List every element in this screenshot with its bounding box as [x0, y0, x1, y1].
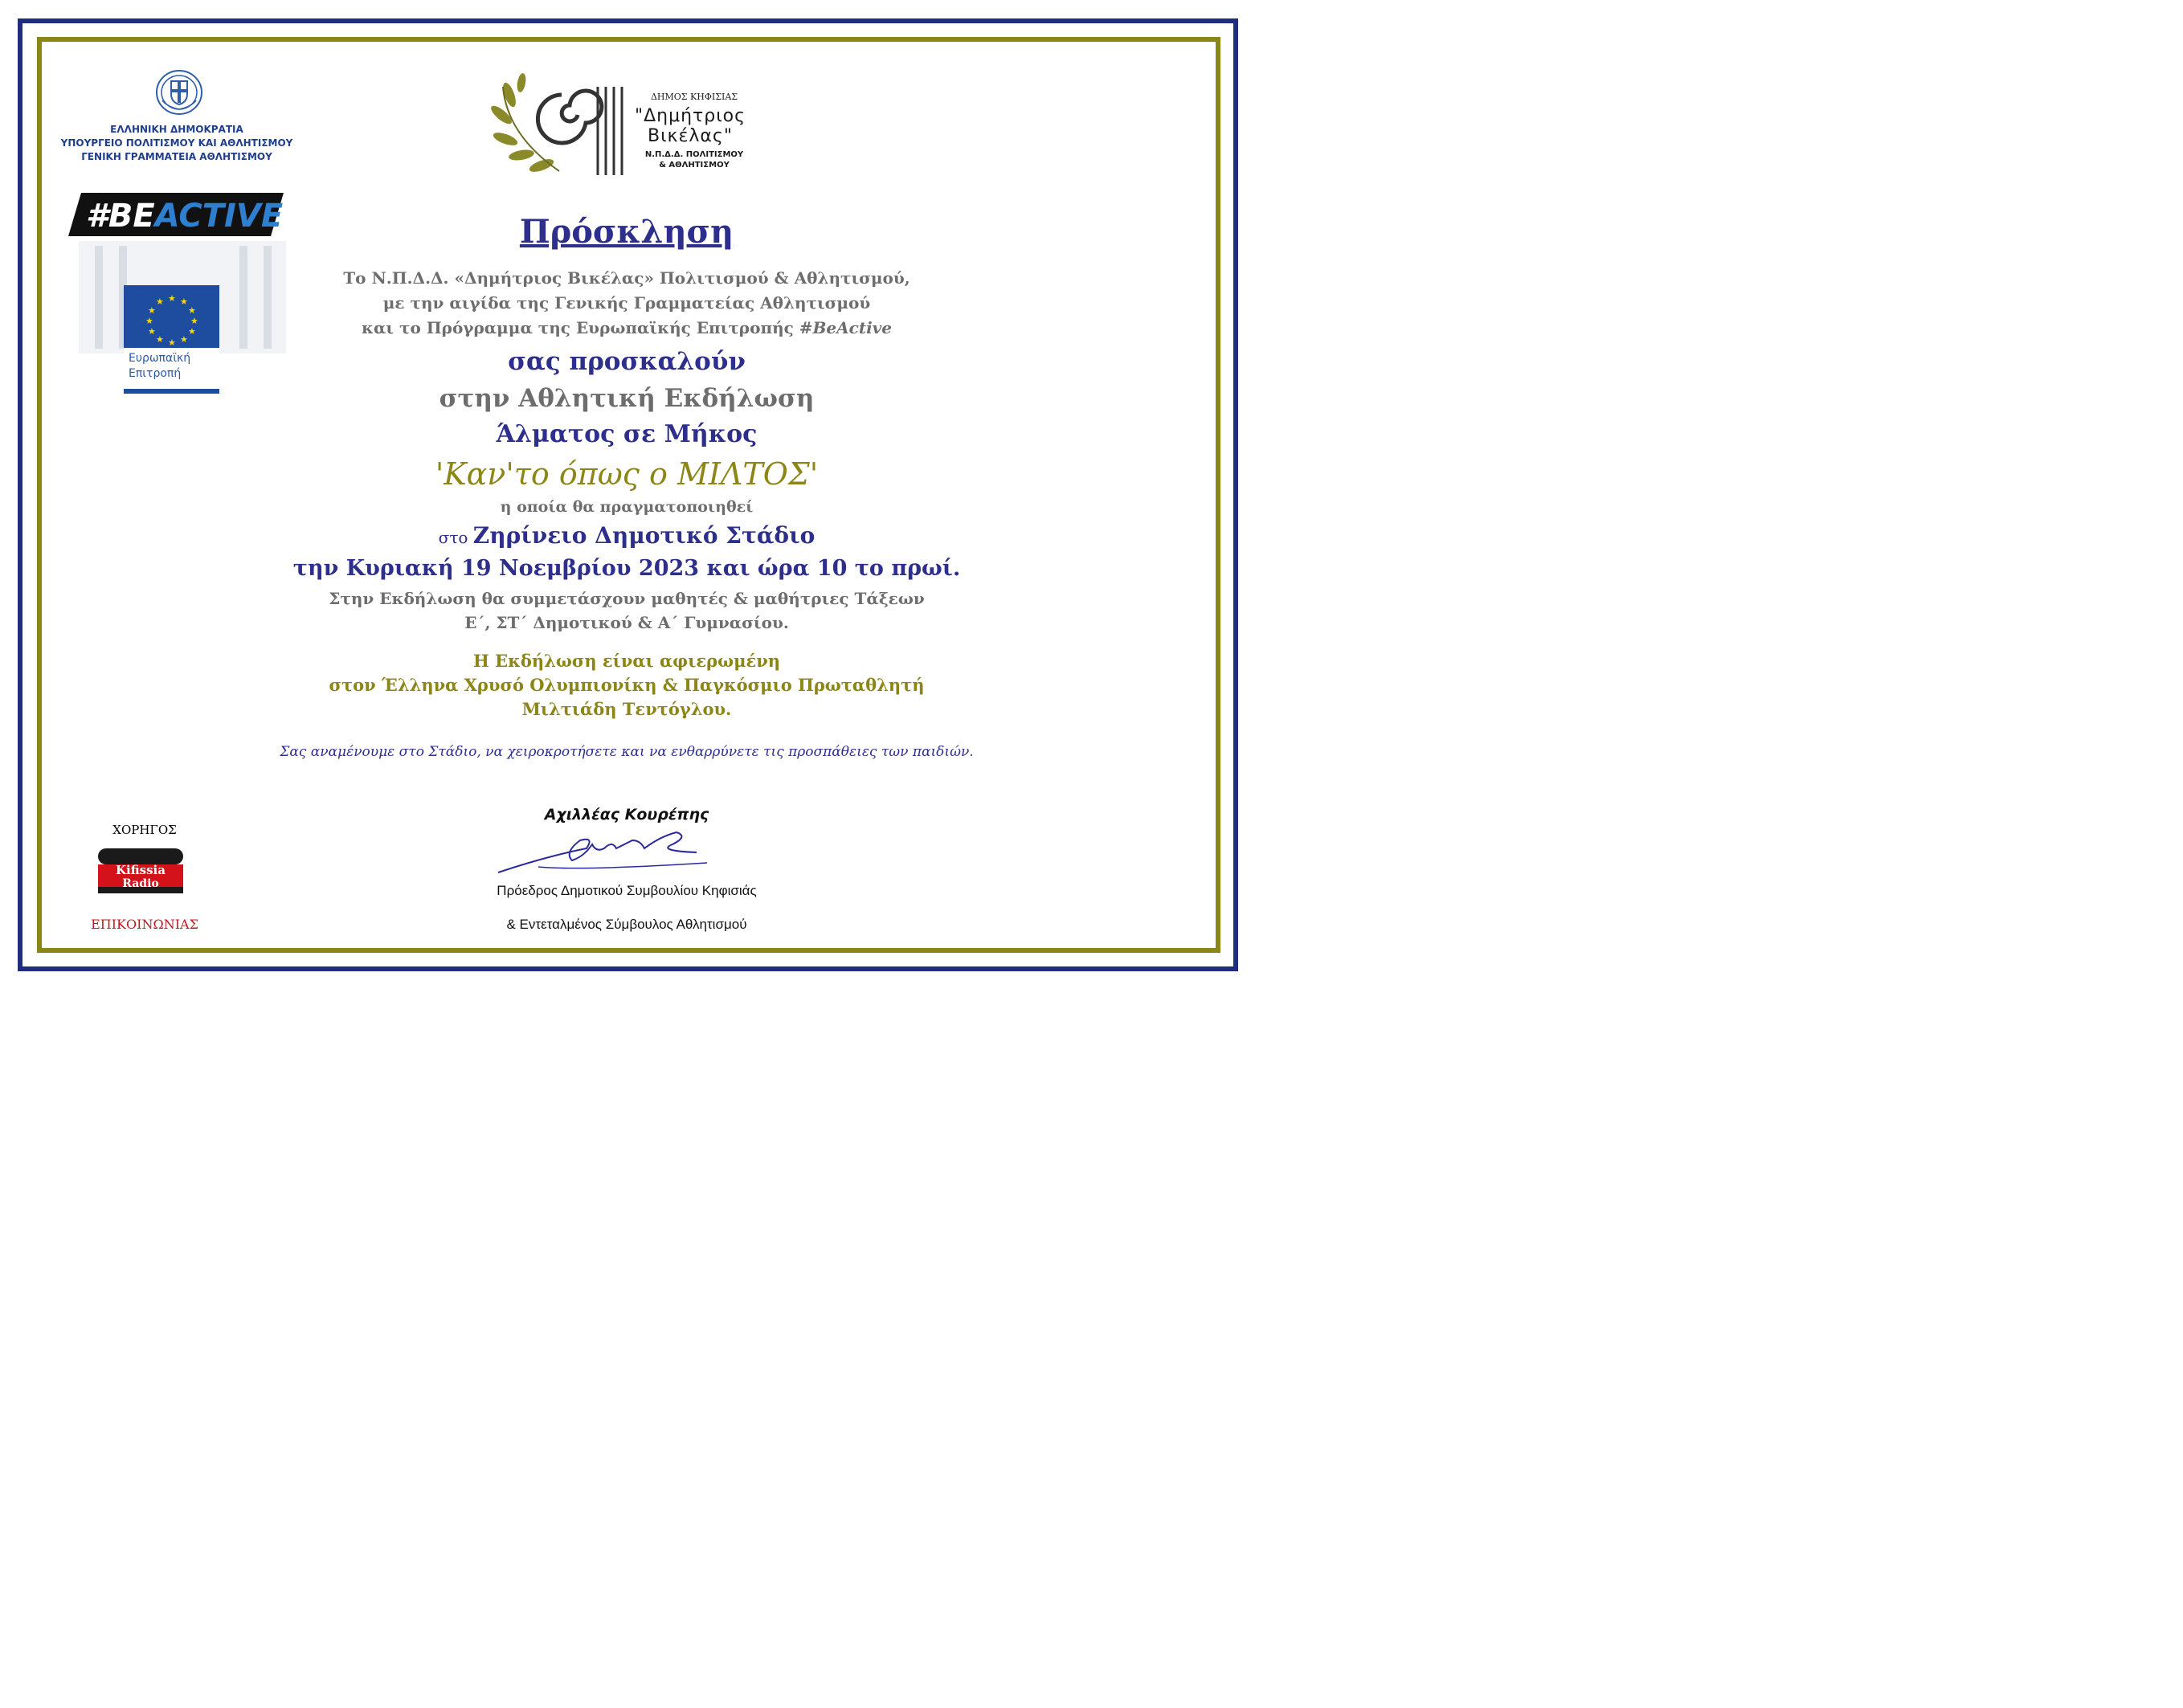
sponsor-label: ΧΟΡΗΓΟΣ — [112, 823, 177, 837]
municipality-sub-1: Ν.Π.Δ.Δ. ΠΟΛΙΤΙΣΜΟΥ — [644, 150, 744, 159]
eu-label — [129, 351, 217, 382]
eu-underline — [124, 389, 219, 394]
svg-text:★: ★ — [145, 316, 153, 326]
government-line-2: ΥΠΟΥΡΓΕΙΟ ΠΟΛΙΤΙΣΜΟΥ ΚΑΙ ΑΘΛΗΤΙΣΜΟΥ — [60, 137, 293, 149]
intro-line-1: Το Ν.Π.Δ.Δ. «Δημήτριος Βικέλας» Πολιτισμού & Αθλητισμού, — [343, 268, 910, 288]
beactive-logo — [68, 193, 284, 236]
svg-text:★: ★ — [148, 326, 156, 337]
eu-label-line-1: Ευρωπαϊκή — [129, 352, 191, 365]
event-date: την Κυριακή 19 Νοεμβρίου 2023 και ώρα 10 το πρωί. — [292, 556, 961, 581]
eu-commission-logo — [124, 285, 219, 394]
svg-text:★: ★ — [168, 293, 176, 304]
svg-text:★: ★ — [180, 296, 188, 307]
svg-text:★: ★ — [168, 337, 176, 348]
signature-role-1: Πρόεδρος Δημοτικού Συμβουλίου Κηφισιάς — [497, 883, 757, 898]
participants-line-1: Στην Εκδήλωση θα συμμετάσχουν μαθητές & μαθήτριες Τάξεων — [329, 589, 925, 608]
radio-line-1: Kifissia — [116, 863, 166, 877]
will-be-held: η οποία θα πραγματοποιηθεί — [500, 498, 754, 516]
invitation-title: Πρόσκληση — [519, 213, 734, 251]
participants-line-2: Ε΄, ΣΤ΄ Δημοτικού & Α΄ Γυμνασίου. — [464, 613, 789, 632]
participants — [305, 586, 948, 635]
municipality-sub-2: & ΑΘΛΗΤΙΣΜΟΥ — [659, 161, 730, 170]
svg-text:★: ★ — [156, 334, 164, 345]
svg-text:★: ★ — [188, 326, 196, 337]
intro-line-3 — [305, 316, 948, 341]
svg-text:#BEACTIVE — [86, 198, 283, 235]
intro-beactive-tag: #BeActive — [799, 318, 893, 337]
municipality-top: ΔΗΜΟΣ ΚΗΦΙΣΙΑΣ — [650, 92, 738, 102]
intro-line-3-text: και το Πρόγραμμα της Ευρωπαϊκής Επιτροπής — [361, 318, 799, 337]
kifissia-radio-logo — [98, 842, 183, 914]
venue-prefix: στο — [438, 528, 473, 547]
dedication-line-2: στον Έλληνα Χρυσό Ολυμπιονίκη & Παγκόσμιο Πρωταθλητή — [329, 675, 925, 695]
municipality-sub — [630, 149, 758, 170]
dedication — [305, 649, 948, 721]
government-line-1: ΕΛΛΗΝΙΚΗ ΔΗΜΟΚΡΑΤΙΑ — [110, 124, 243, 135]
municipality-name-2: Βικέλας" — [648, 126, 733, 146]
radio-line-2: Radio — [122, 877, 159, 890]
handwritten-signature — [490, 823, 715, 879]
government-line-3: ΓΕΝΙΚΗ ΓΡΑΜΜΑΤΕΙΑ ΑΘΛΗΤΙΣΜΟΥ — [81, 151, 272, 162]
beactive-prefix: #BE — [86, 198, 155, 235]
svg-text:★: ★ — [190, 316, 198, 326]
olive-branch-spiral-icon — [485, 71, 630, 183]
government-heading — [56, 123, 297, 164]
invites-line: σας προσκαλούν — [508, 347, 746, 376]
svg-text:★: ★ — [180, 334, 188, 345]
municipality-name-1: "Δημήτριος — [634, 106, 746, 126]
signature-name: Αχιλλέας Κουρέπης — [544, 806, 709, 823]
venue-line — [305, 522, 948, 549]
svg-text:★: ★ — [148, 305, 156, 316]
eu-label-line-2: Επιτροπή — [129, 367, 182, 380]
dedication-line-1: Η Εκδήλωση είναι αφιερωμένη — [472, 651, 781, 671]
municipality-name — [622, 106, 758, 146]
svg-text:★: ★ — [188, 305, 196, 316]
svg-text:★: ★ — [156, 296, 164, 307]
invitation-intro — [305, 266, 948, 341]
venue-name: Ζηρίνειο Δημοτικό Στάδιο — [472, 522, 816, 549]
eu-flag-icon — [124, 285, 219, 348]
event-motto: 'Καν'το όπως ο ΜΙΛΤΟΣ' — [435, 456, 819, 492]
municipality-logo — [485, 71, 758, 183]
communication-sponsor-label: ΕΠΙΚΟΙΝΩΝΙΑΣ — [91, 917, 198, 932]
signature-role-2: & Εντεταλμένος Σύμβουλος Αθλητισμού — [506, 917, 747, 932]
dedication-line-3: Μιλτιάδη Τεντόγλου. — [521, 699, 732, 719]
event-name: Άλματος σε Μήκος — [496, 420, 758, 448]
closing-line: Σας αναμένουμε στο Στάδιο, να χειροκροτήσετε και να ενθαρρύνετε τις προσπάθειες των παιδιών. — [280, 744, 974, 760]
intro-line-2: με την αιγίδα της Γενικής Γραμματείας Αθλητισμού — [382, 293, 871, 313]
greek-coat-of-arms-icon — [154, 68, 204, 116]
beactive-suffix: ACTIVE — [154, 198, 284, 235]
event-type: στην Αθλητική Εκδήλωση — [439, 384, 815, 413]
